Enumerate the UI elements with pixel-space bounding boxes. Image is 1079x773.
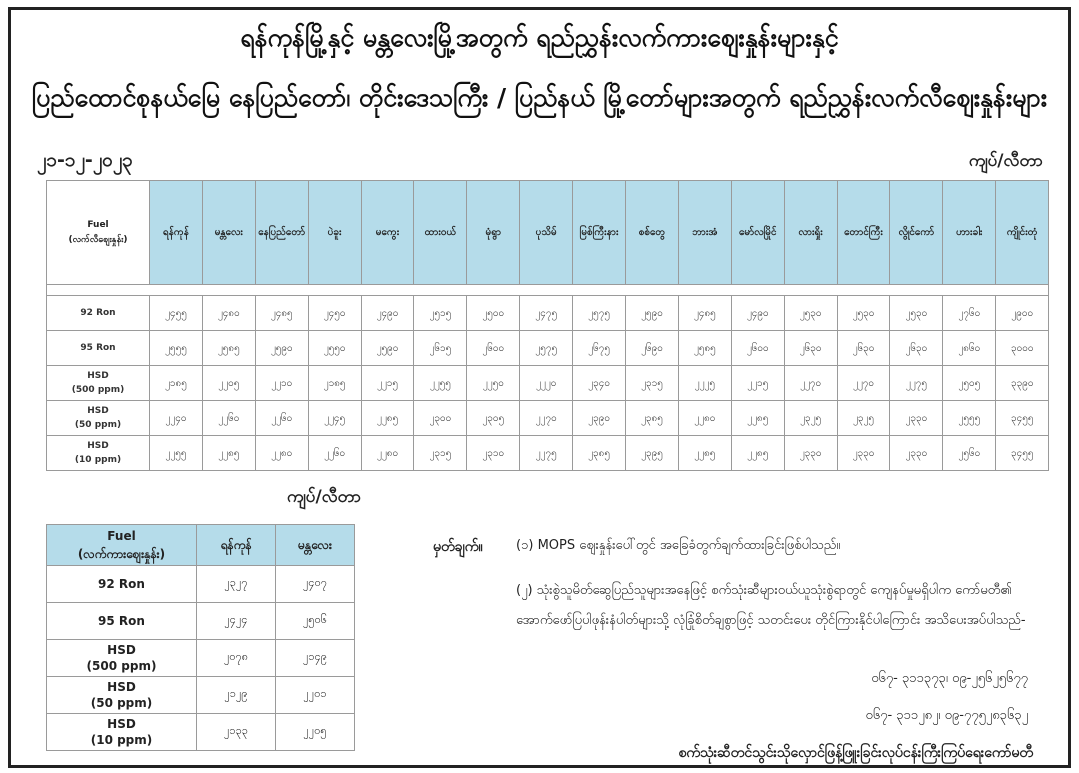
city-header: တောင်ကြီး [837,181,890,285]
price-cell: ၂၂၅၅ [150,436,203,471]
price-cell: ၂၂၂၅ [678,366,731,401]
city-header: ထားဝယ် [414,181,467,285]
price-cell: ၂၃၂၇ [197,566,276,603]
wholesale-price-table [46,524,355,751]
note-2: (၂) သုံးစွဲသူမိတ်ဆွေပြည်သူများအနေဖြင့် စက်သုံးဆီများဝယ်ယူသုံးစွဲရာတွင် ကျေနပ်မှုမရှိပါက ကော်မတီ၏ အောက်ဖော်ပြပါဖုန်းနံပါတ်များသို့ လုံခြုံစိတ်ချစွာဖြင့် သတင်းပေး တိုင်ကြားနိုင်ပါကြောင်း အသိပေးအပ်ပါသည်- [516,583,1026,628]
price-cell: ၂၄၉၀ [361,296,414,331]
phone-numbers-1: ၀၆၇- ၃၁၁၃၇၃၊ ၀၉-၂၅၆၂၅၆၇၇ [871,671,1028,686]
fuel-type-cell: HSD (50 ppm) [47,401,150,436]
price-cell: ၂၄၇၅ [520,296,573,331]
price-cell: ၂၃၈၅ [573,436,626,471]
price-cell: ၂၃၁၅ [414,436,467,471]
table-row [47,677,355,714]
price-cell: ၂၆၀၀ [467,331,520,366]
price-cell: ၂၃၈၅ [626,401,679,436]
price-cell: ၂၅၉၀ [255,331,308,366]
document-frame [8,7,1071,768]
notes-label: မှတ်ချက်။ [433,539,483,555]
price-cell: ၂၂၆၀ [255,401,308,436]
price-cell: ၂၀၇၈ [197,640,276,677]
price-cell: ၂၅၁၅ [414,296,467,331]
price-cell: ၂၂၇၅ [520,436,573,471]
price-cell: ၂၄၅၅ [150,296,203,331]
price-cell: ၂၃၃၀ [890,436,943,471]
price-cell: ၂၃၃၀ [890,401,943,436]
price-cell: ၂၃၁၅ [626,366,679,401]
table-row [47,603,355,640]
date: ၂၁-၁၂-၂၀၂၃ [37,149,133,171]
price-cell: ၂၄၈၅ [255,296,308,331]
note-1: (၁) MOPS ဈေးနှုန်းပေါ်တွင် အခြေခံတွက်ချက်ထားခြင်းဖြစ်ပါသည်။ [516,538,841,553]
retail-price-table [46,180,1049,471]
price-cell: ၂၅၉၀ [361,331,414,366]
fuel-header: Fuel (လက်လီဈေးနှုန်း) [47,181,150,285]
page-title-line2: ပြည်ထောင်စုနယ်မြေ နေပြည်တော်၊ တိုင်းဒေသကြီး / ပြည်နယ် မြို့တော်များအတွက် ရည်ညွှန်းလက်လီဈေးနှုန်းများ [31,83,1048,112]
price-cell: ၂၄၉၀ [731,296,784,331]
city-header: မကွေး [361,181,414,285]
price-cell: ၂၃၂၅ [784,401,837,436]
price-cell: ၂၂၈၀ [361,436,414,471]
price-cell: ၂၃၃၀ [837,436,890,471]
price-cell: ၂၆၃၀ [784,331,837,366]
table-row [47,366,1049,401]
price-cell: ၂၆၃၀ [890,331,943,366]
price-cell: ၂၂၄၅ [308,401,361,436]
price-cell: ၂၈၆၀ [943,331,996,366]
price-cell: ၂၁၈၅ [308,366,361,401]
price-cell: ၂၅၅၅ [943,401,996,436]
city-header: မော်လမြိုင် [731,181,784,285]
price-cell: ၂၂၅၅ [414,366,467,401]
price-cell: ၂၅၈၅ [678,331,731,366]
price-cell: ၂၅၆၀ [943,436,996,471]
price-cell: ၂၃၁၀ [467,436,520,471]
price-cell: ၂၂၈၅ [678,436,731,471]
price-cell: ၂၅၃၀ [784,296,837,331]
retail-unit-label: ကျပ်/လီတာ [968,151,1043,171]
price-cell: ၂၁၂၉ [197,677,276,714]
price-cell: ၂၉၀၀ [996,296,1049,331]
price-cell: ၂၂၆၀ [308,436,361,471]
price-cell: ၂၃၀၀ [414,401,467,436]
city-header: ဟားခါး [943,181,996,285]
price-cell: ၂၅၈၅ [202,331,255,366]
table-row [47,714,355,751]
price-cell: ၂၄၈၅ [678,296,731,331]
price-cell: ၂၂၂၀ [520,366,573,401]
page-title-line1: ရန်ကုန်မြို့နှင့် မန္တလေးမြို့အတွက် ရည်ညွှန်းလက်ကားဈေးနှုန်းများနှင့် [240,23,839,52]
price-cell: ၂၂၇၅ [890,366,943,401]
price-cell: ၂၁၈၅ [150,366,203,401]
city-header: မုံရွာ [467,181,520,285]
price-cell: ၂၂၈၅ [731,436,784,471]
price-cell: ၂၇၆၀ [943,296,996,331]
fuel-type-cell: HSD (500 ppm) [47,366,150,401]
price-cell: ၂၅၃၀ [837,296,890,331]
price-cell: ၂၂၄၀ [150,401,203,436]
price-cell: ၂၃၃၀ [784,436,837,471]
price-cell: ၂၆၁၅ [414,331,467,366]
city-header: လားရှိုး [784,181,837,285]
table-row [47,566,355,603]
price-cell: ၂၁၄၉ [276,640,355,677]
fuel-header: Fuel (လက်ကားဈေးနှုန်း) [47,525,197,566]
city-header: ရန်ကုန် [150,181,203,285]
price-cell: ၂၂၅၀ [467,366,520,401]
city-header: နေပြည်တော် [255,181,308,285]
price-cell: ၂၃၉၅ [626,436,679,471]
price-cell: ၂၂၁၀ [255,366,308,401]
price-cell: ၂၃၉၀ [573,401,626,436]
price-cell: ၂၂၇၀ [520,401,573,436]
price-cell: ၂၄၂၄ [197,603,276,640]
city-header: ကျိုင်းတုံ [996,181,1049,285]
price-cell: ၂၆၇၅ [573,331,626,366]
price-cell: ၂၅၉၀ [626,296,679,331]
city-header: မန္တလေး [276,525,355,566]
price-cell: ၂၃၂၅ [837,401,890,436]
price-cell: ၂၂၈၅ [361,401,414,436]
price-cell: ၂၂၈၀ [678,401,731,436]
price-cell: ၂၅၀၅ [943,366,996,401]
city-header: ပုသိမ် [520,181,573,285]
city-header: မြစ်ကြီးနား [573,181,626,285]
city-header: လွိုင်ကော် [890,181,943,285]
price-cell: ၂၅၃၀ [890,296,943,331]
price-cell: ၂၁၃၃ [197,714,276,751]
issuer-signature: စက်သုံးဆီတင်သွင်းသိုလှောင်ဖြန့်ဖြူးခြင်းလုပ်ငန်းကြီးကြပ်ရေးကော်မတီ [678,745,1033,761]
price-cell: ၂၂၁၅ [361,366,414,401]
price-cell: ၂၅၀၆ [276,603,355,640]
price-cell: ၂၆၀၀ [731,331,784,366]
price-cell: ၂၂၇၀ [784,366,837,401]
price-cell: ၂၄၀၇ [276,566,355,603]
price-cell: ၂၂၀၁ [276,677,355,714]
phone-numbers-2: ၀၆၇- ၃၁၁၂၈၂၊ ၀၉-၇၇၅၂၈၃၆၃၂ [865,708,1028,723]
price-cell: ၃၃၉၀ [996,366,1049,401]
price-cell: ၂၄၅၀ [308,296,361,331]
price-cell: ၂၅၀၀ [467,296,520,331]
price-cell: ၂၂၈၅ [731,401,784,436]
fuel-type-cell: HSD (10 ppm) [47,714,197,751]
fuel-type-cell: 95 Ron [47,331,150,366]
fuel-type-cell: HSD (50 ppm) [47,677,197,714]
price-cell: ၂၂၀၅ [202,366,255,401]
price-cell: ၂၅၇၅ [520,331,573,366]
table-row [47,640,355,677]
price-cell: ၃၀၀၀ [996,331,1049,366]
table-row [47,296,1049,331]
price-cell: ၂၂၈၅ [202,436,255,471]
city-header: မန္တလေး [202,181,255,285]
price-cell: ၂၄၈၀ [202,296,255,331]
fuel-type-cell: 92 Ron [47,566,197,603]
price-cell: ၂၂၇၀ [837,366,890,401]
table-row [47,401,1049,436]
price-cell: ၂၂၀၅ [276,714,355,751]
price-cell: ၂၆၉၀ [626,331,679,366]
price-cell: ၂၂၈၀ [255,436,308,471]
city-header: ရန်ကုန် [197,525,276,566]
price-cell: ၂၅၅၅ [150,331,203,366]
fuel-type-cell: 92 Ron [47,296,150,331]
price-cell: ၂၃၄၀ [573,366,626,401]
fuel-type-cell: 95 Ron [47,603,197,640]
price-cell: ၂၅၅၀ [308,331,361,366]
price-cell: ၃၄၅၅ [996,401,1049,436]
wholesale-unit-label: ကျပ်/လီတာ [287,487,362,507]
price-cell: ၂၃၀၅ [467,401,520,436]
table-row [47,436,1049,471]
table-row [47,331,1049,366]
city-header: စစ်တွေ [626,181,679,285]
city-header: ပဲခူး [308,181,361,285]
price-cell: ၃၄၅၅ [996,436,1049,471]
fuel-type-cell: HSD (500 ppm) [47,640,197,677]
price-cell: ၂၂၁၅ [731,366,784,401]
city-header: ဘားအံ [678,181,731,285]
price-cell: ၂၅၇၅ [573,296,626,331]
fuel-type-cell: HSD (10 ppm) [47,436,150,471]
price-cell: ၂၆၃၀ [837,331,890,366]
price-cell: ၂၂၆၀ [202,401,255,436]
